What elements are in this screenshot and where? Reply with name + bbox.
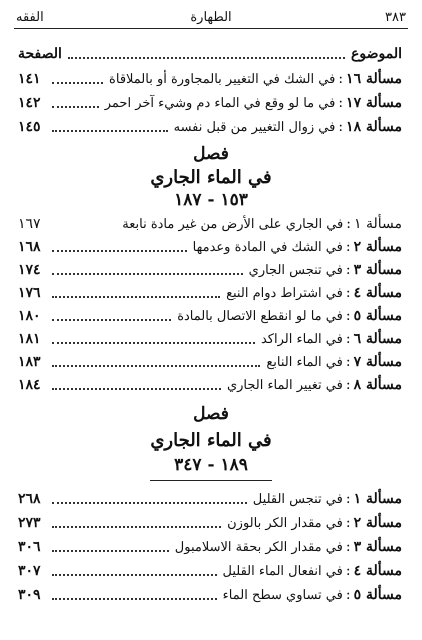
entry-page: ١٨١	[18, 331, 41, 347]
entry-label: مسألة ١٨	[346, 119, 402, 135]
entry-label: مسألة ٤	[353, 285, 402, 301]
leader-dots	[52, 98, 99, 108]
toc-entry: مسألة ٦ : في الماء الراكد ١٨١	[18, 331, 402, 347]
section-title: فصل	[193, 404, 229, 424]
entry-page: ٣٠٦	[18, 539, 41, 555]
entry-label: مسألة ١	[353, 216, 402, 232]
entry-text: في الماء النابع	[266, 354, 343, 370]
entry-text: في اشتراط دوام النبع	[226, 285, 343, 301]
leader-dots	[52, 334, 255, 344]
leader-dots	[52, 566, 217, 576]
entry-text: في الجاري على الأرض من غير مادة نابعة	[122, 216, 344, 232]
header-book-title: الفقه	[16, 10, 44, 25]
entry-text: في الشك في المادة وعدمها	[192, 239, 343, 255]
entry-text: في الماء الراكد	[260, 331, 343, 347]
entry-page: ١٦٧	[18, 216, 41, 232]
entry-page: ١٧٦	[18, 285, 41, 301]
leader-dots	[52, 288, 220, 298]
entry-page: ١٧٤	[18, 262, 41, 278]
entry-text: في انفعال الماء القليل	[222, 563, 343, 579]
header-title: الطهارة	[190, 10, 232, 25]
leader-dots	[52, 380, 221, 390]
entry-page: ١٨٤	[18, 377, 41, 393]
entry-text: في مقدار الكر بالوزن	[227, 515, 343, 531]
leader-dots	[52, 542, 169, 552]
entry-text: في ما لو وقع في الماء دم وشيء آخر احمر	[104, 95, 336, 111]
page-column-label: الصفحة	[18, 46, 62, 62]
entry-label: مسألة ١٦	[346, 71, 402, 87]
entry-page: ٢٦٨	[18, 491, 41, 507]
entry-text: في مقدار الكر بحقة الاسلامبول	[174, 539, 343, 555]
entry-label: مسألة ٢	[353, 239, 402, 255]
entry-label: مسألة ٣	[353, 539, 402, 555]
toc-entry: مسألة ١ : في تنجس القليل ٢٦٨	[18, 491, 402, 507]
entry-text: في تنجس القليل	[252, 491, 343, 507]
entry-label: مسألة ٤	[353, 563, 402, 579]
leader-dots	[52, 357, 260, 367]
leader-dots	[68, 49, 345, 59]
leader-dots	[52, 590, 217, 600]
entry-page: ٣٠٩	[18, 587, 41, 603]
section-page-range: ١٨٩ - ٣٤٧	[174, 455, 248, 475]
toc-entry: مسألة ٢ : في مقدار الكر بالوزن ٢٧٣	[18, 515, 402, 531]
leader-dots	[52, 242, 187, 252]
section-page-range: ١٥٣ - ١٨٧	[174, 190, 248, 210]
toc-entry: مسألة ٣ : في مقدار الكر بحقة الاسلامبول ٣٠٦	[18, 539, 402, 555]
entry-text: في تنجس الجاري	[248, 262, 343, 278]
section-subtitle: في الماء الجاري	[150, 167, 272, 188]
toc-entry: مسألة ٥ : في تساوي سطح الماء ٣٠٩	[18, 587, 402, 603]
topic-column-label: الموضوع	[351, 46, 402, 62]
entry-label: مسألة ٧	[353, 354, 402, 370]
toc-entry: مسألة ١ : في الجاري على الأرض من غير مادة نابعة ١٦٧	[18, 216, 402, 232]
toc-entry: مسألة ٧ : في الماء النابع ١٨٣	[18, 354, 402, 370]
entry-text: في ما لو انقطع الاتصال بالمادة	[177, 308, 343, 324]
toc-entry: مسألة ٤ : في انفعال الماء القليل ٣٠٧	[18, 563, 402, 579]
toc-entry: مسألة ١٨ : في زوال التغيير من قبل نفسه ١٤٥	[18, 119, 402, 135]
entry-label: مسألة ١٧	[346, 95, 402, 111]
entry-label: مسألة ١	[353, 491, 402, 507]
toc-entry: مسألة ٢ : في الشك في المادة وعدمها ١٦٨	[18, 239, 402, 255]
entry-label: مسألة ٥	[353, 587, 402, 603]
leader-dots	[52, 518, 221, 528]
toc-entry: مسألة ٤ : في اشتراط دوام النبع ١٧٦	[18, 285, 402, 301]
leader-dots	[52, 311, 171, 321]
entry-label: مسألة ٦	[353, 331, 402, 347]
leader-dots	[52, 265, 243, 275]
entry-page: ٣٠٧	[18, 563, 41, 579]
entry-label: مسألة ٣	[353, 262, 402, 278]
toc-entry: مسألة ١٦ : في الشك في التغيير بالمجاورة أو بالملاقاة ١٤١	[18, 71, 402, 87]
leader-dots	[52, 494, 247, 504]
toc-entry: مسألة ٨ : في تغيير الماء الجاري ١٨٤	[18, 377, 402, 393]
entry-page: ١٦٨	[18, 239, 41, 255]
entry-page: ١٨٠	[18, 308, 41, 324]
section-divider	[150, 480, 272, 481]
entry-text: في زوال التغيير من قبل نفسه	[173, 119, 336, 135]
entry-label: مسألة ٨	[353, 377, 402, 393]
toc-entry: مسألة ١٧ : في ما لو وقع في الماء دم وشيء آخر احمر ١٤٢	[18, 95, 402, 111]
toc-entry: مسألة ٥ : في ما لو انقطع الاتصال بالمادة ١٨٠	[18, 308, 402, 324]
leader-dots	[52, 122, 168, 132]
entry-text: في الشك في التغيير بالمجاورة أو بالملاقاة	[109, 71, 336, 87]
leader-dots	[52, 74, 103, 84]
toc-entry: مسألة ٣ : في تنجس الجاري ١٧٤	[18, 262, 402, 278]
entry-label: مسألة ٥	[353, 308, 402, 324]
entry-page: ١٨٣	[18, 354, 41, 370]
entry-page: ١٤٢	[18, 95, 41, 111]
entry-page: ١٤٥	[18, 119, 41, 135]
column-header	[18, 43, 402, 65]
section-title: فصل	[193, 144, 229, 164]
entry-page: ٢٧٣	[18, 515, 41, 531]
running-header	[14, 8, 408, 29]
section-subtitle: في الماء الجاري	[150, 430, 272, 451]
entry-label: مسألة ٢	[353, 515, 402, 531]
entry-text: في تساوي سطح الماء	[222, 587, 343, 603]
entry-page: ١٤١	[18, 71, 41, 87]
leader-dots	[52, 220, 116, 228]
page-number: ٣٨٣	[385, 10, 406, 25]
entry-text: في تغيير الماء الجاري	[226, 377, 343, 393]
